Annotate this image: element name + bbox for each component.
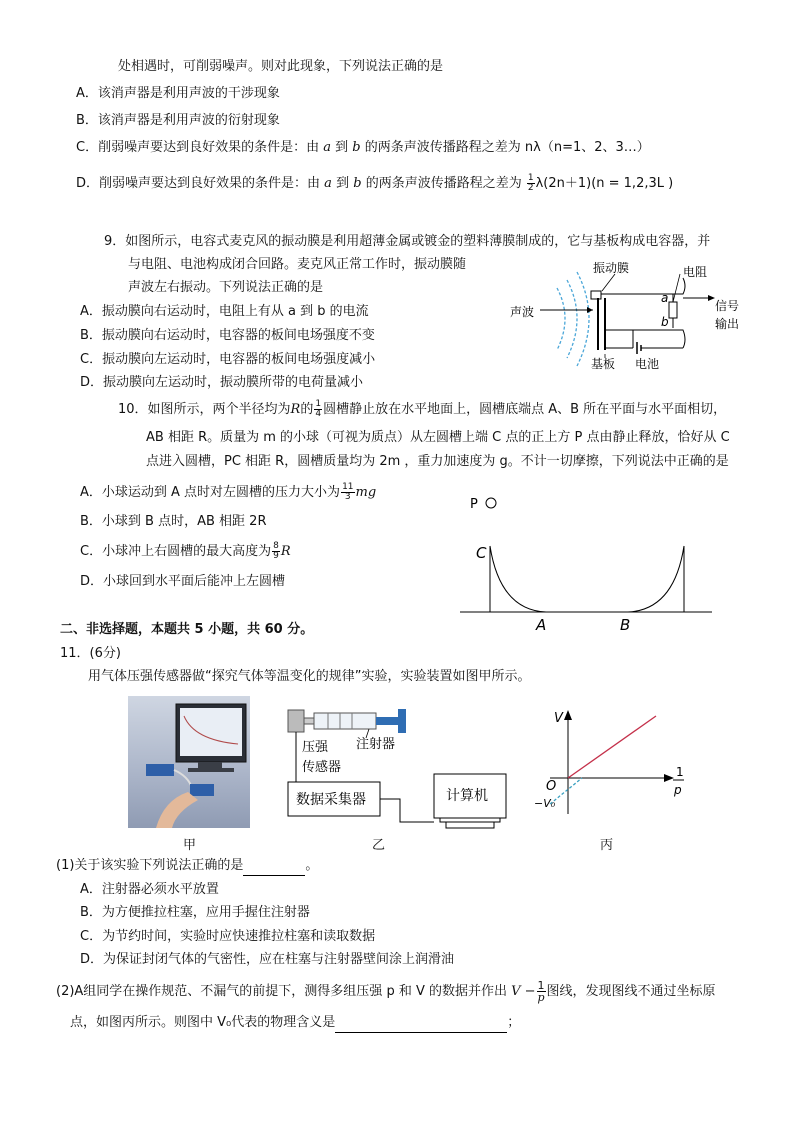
label-signal1: 信号 bbox=[715, 299, 740, 313]
q10-stem-line1: 10．如图所示，两个半径均为R的 $\frac{1}{4}$ 圆槽静止放在水平地面上，圆槽底端点 A、B 所在平面与水平面相切， bbox=[118, 399, 727, 419]
q11-sub2-line2: 点，如图丙所示。则图中 V₀代表的物理含义是 ； bbox=[70, 1014, 520, 1033]
grooves-diagram bbox=[456, 490, 716, 638]
label-p: P bbox=[470, 497, 478, 512]
caption-yi: 乙 bbox=[372, 838, 386, 853]
intercept-v0: −V₀ bbox=[534, 797, 556, 810]
q8-option-a: A．该消声器是利用声波的干涉现象 bbox=[76, 86, 280, 101]
q9-stem-line2: 与电阻、电池构成闭合回路。麦克风正常工作时，振动膜随 bbox=[128, 257, 467, 272]
microphone-diagram bbox=[505, 258, 755, 378]
origin-o: O bbox=[546, 779, 557, 794]
label-a: A bbox=[536, 616, 547, 634]
q11-heading: 11．(6分) bbox=[60, 646, 121, 661]
q11-sub1-option-a: A．注射器必须水平放置 bbox=[80, 882, 219, 897]
label-base: 基板 bbox=[591, 357, 616, 371]
q9-option-a: A．振动膜向右运动时，电阻上有从 a 到 b 的电流 bbox=[80, 304, 369, 319]
label-membrane: 振动膜 bbox=[593, 261, 630, 275]
q8-option-b: B．该消声器是利用声波的衍射现象 bbox=[76, 113, 280, 128]
label-collector: 数据采集器 bbox=[296, 792, 366, 808]
label-sensor2: 传感器 bbox=[302, 760, 342, 775]
axis-v: V bbox=[554, 711, 563, 726]
caption-bing: 丙 bbox=[600, 838, 614, 853]
axis-x-den: p bbox=[674, 783, 682, 797]
label-sound: 声波 bbox=[510, 305, 535, 319]
q9-option-b: B．振动膜向右运动时，电容器的板间电场强度不变 bbox=[80, 328, 375, 343]
q11-sub1-option-c: C．为节约时间，实验时应快速推拉柱塞和读取数据 bbox=[80, 929, 376, 944]
q8-option-d: D．削弱噪声要达到良好效果的条件是：由 a 到 b 的两条声波传播路程之差为 $\frac{1}{2}$ λ(2n＋1)(n = 1,2,3L ) bbox=[76, 173, 674, 193]
v-inverse-p-graph bbox=[532, 704, 692, 824]
quarter-fraction: $\frac{1}{4}$ bbox=[315, 399, 322, 419]
q9-stem-line3: 声波左右振动。下列说法正确的是 bbox=[128, 280, 324, 295]
q11-sub1-option-d: D．为保证封闭气体的气密性，应在柱塞与注射器壁间涂上润滑油 bbox=[80, 952, 455, 967]
axis-x-num: 1 bbox=[676, 765, 684, 779]
q11-sub1-option-b: B．为方便推拉柱塞，应用手握住注射器 bbox=[80, 905, 310, 920]
q8-stem-tail: 处相遇时，可削弱噪声。则对此现象，下列说法正确的是 bbox=[118, 59, 444, 74]
apparatus-diagram bbox=[284, 704, 524, 834]
q10-option-a: A．小球运动到 A 点时对左圆槽的压力大小为 $\frac{11}{3}$ mg bbox=[80, 482, 377, 502]
q9-option-c: C．振动膜向左运动时，电容器的板间电场强度减小 bbox=[80, 352, 376, 367]
q10-option-d: D．小球回到水平面后能冲上左圆槽 bbox=[80, 574, 286, 589]
q10-option-c: C．小球冲上右圆槽的最大高度为 $\frac{8}{9}$ R bbox=[80, 541, 291, 561]
label-resistor: 电阻 bbox=[683, 265, 708, 279]
experiment-photo bbox=[128, 696, 250, 828]
q8-option-c: C．削弱噪声要达到良好效果的条件是：由 a 到 b 的两条声波传播路程之差为 nλ（n=1、2、3…） bbox=[76, 140, 650, 155]
label-c: C bbox=[476, 544, 487, 562]
half-fraction: $\frac{1}{2}$ bbox=[527, 173, 534, 193]
section-2-heading: 二、非选择题，本题共 5 小题，共 60 分。 bbox=[60, 622, 314, 637]
label-a: a bbox=[661, 291, 669, 305]
q9-option-d: D．振动膜向左运动时，振动膜所带的电荷量减小 bbox=[80, 375, 364, 390]
label-signal2: 输出 bbox=[715, 317, 740, 331]
q10-stem-line2: AB 相距 R。质量为 m 的小球（可视为质点）从左圆槽上端 C 点的正上方 P 点由静止释放，恰好从 C bbox=[146, 430, 730, 445]
q10-stem-line3: 点进入圆槽，PC 相距 R，圆槽质量均为 2m ，重力加速度为 g。不计一切摩擦，下列说法中正确的是 bbox=[146, 454, 729, 469]
label-b: b bbox=[661, 315, 669, 329]
caption-jia: 甲 bbox=[183, 838, 197, 853]
label-battery: 电池 bbox=[635, 357, 660, 371]
q10-option-b: B．小球到 B 点时，AB 相距 2R bbox=[80, 514, 267, 529]
q11-sub2-line1: (2)A组同学在操作规范、不漏气的前提下，测得多组压强 p 和 V 的数据并作出 V − $\frac{1}{p}$ 图线，发现图线不通过坐标原 bbox=[56, 979, 716, 1004]
label-sensor1: 压强 bbox=[302, 740, 329, 755]
q11-sub1: (1)关于该实验下列说法正确的是 。 bbox=[56, 857, 318, 876]
label-b: B bbox=[620, 616, 631, 634]
label-computer: 计算机 bbox=[446, 788, 488, 804]
q9-stem-line1: 9．如图所示，电容式麦克风的振动膜是利用超薄金属或镀金的塑料薄膜制成的，它与基板构成电容器，并 bbox=[104, 234, 711, 249]
q11-intro: 用气体压强传感器做“探究气体等温变化的规律”实验，实验装置如图甲所示。 bbox=[88, 669, 531, 684]
label-syringe: 注射器 bbox=[356, 737, 396, 752]
